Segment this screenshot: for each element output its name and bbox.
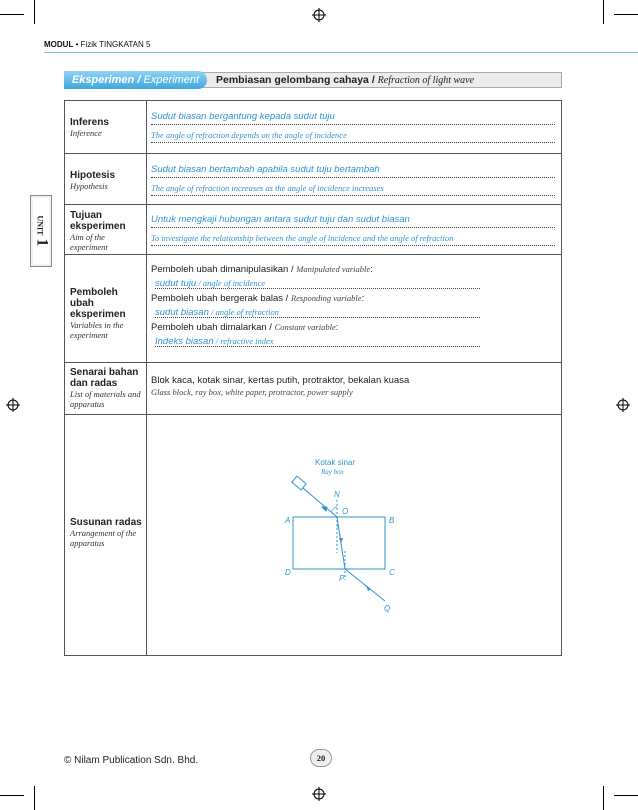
label-inferens-en: Inference <box>70 128 102 138</box>
constant-answer: Indeks biasan / refractive index <box>155 334 480 347</box>
label-inferens: Inferens <box>70 117 109 128</box>
label-raybox-en: Ray box <box>321 468 344 476</box>
refracted-ray-arrow-icon <box>339 538 343 543</box>
manipulated-answer-ms: sudut tuju <box>155 278 197 289</box>
manipulated-answer: sudut tuju / angle of incidence <box>155 276 480 289</box>
header-rule <box>44 52 638 53</box>
label-pemboleh: Pemboleh ubah eksperimen <box>70 287 126 320</box>
experiment-title-sep: / <box>368 74 378 86</box>
constant-answer-ms: Indeks biasan <box>155 336 214 347</box>
registration-mark-icon <box>616 398 630 412</box>
unit-word: UNIT <box>35 215 45 236</box>
unit-side-tab <box>30 195 52 267</box>
crop-mark <box>614 795 638 796</box>
header-subject: Fizik TINGKATAN 5 <box>80 40 151 49</box>
materials-ms: Blok kaca, kotak sinar, kertas putih, protraktor, bekalan kuasa <box>151 375 410 386</box>
answer-tujuan-ms: Untuk mengkaji hubungan antara sudut tuju dan sudut biasan <box>151 213 555 228</box>
responding-ms: Pemboleh ubah bergerak balas <box>151 293 284 304</box>
running-header <box>44 40 150 49</box>
experiment-tab-ms: Eksperimen <box>71 74 135 86</box>
experiment-tab-sep: / <box>134 74 144 86</box>
responding-answer: sudut biasan / angle of refraction <box>155 305 480 318</box>
label-senarai-en: List of materials and apparatus <box>70 389 141 409</box>
label-C: C <box>389 568 395 577</box>
label-hipotesis: Hipotesis <box>70 170 116 181</box>
row-inferens <box>65 101 561 154</box>
responding-answer-ms: sudut biasan <box>155 307 209 318</box>
label-N: N <box>334 490 340 499</box>
registration-mark-icon <box>6 398 20 412</box>
page-number: 20 <box>310 749 332 767</box>
experiment-tab-en: Experiment <box>143 74 200 86</box>
manipulated-variable-line: Pemboleh ubah dimanipulasikan / Manipulated variable: <box>151 264 373 275</box>
crop-mark <box>614 14 638 15</box>
incident-ray <box>303 488 337 517</box>
responding-answer-en: angle of refraction <box>215 307 279 317</box>
emergent-ray <box>345 569 385 601</box>
crop-mark <box>34 786 35 810</box>
experiment-title-en: Refraction of light wave <box>377 75 475 86</box>
registration-mark-icon <box>312 8 326 22</box>
row-susunan-radas <box>65 415 561 655</box>
row-tujuan <box>65 205 561 255</box>
refraction-diagram <box>265 455 415 615</box>
manipulated-ms: Pemboleh ubah dimanipulasikan <box>151 264 289 275</box>
experiment-title <box>216 74 474 86</box>
glass-block <box>293 517 385 569</box>
label-A: A <box>285 516 291 525</box>
experiment-tab <box>64 71 207 89</box>
manipulated-en: Manipulated variable <box>296 264 371 274</box>
label-D: D <box>285 568 291 577</box>
label-tujuan-en: Aim of the experiment <box>70 232 108 252</box>
label-tujuan: Tujuan eksperimen <box>70 210 126 232</box>
label-hipotesis-en: Hypothesis <box>70 181 108 191</box>
label-raybox-ms: Kotak sinar <box>315 458 356 467</box>
label-B: B <box>389 516 395 525</box>
constant-answer-en: refractive index <box>220 336 274 346</box>
header-modul: MODUL <box>44 40 74 49</box>
incident-ray-arrow-icon <box>322 507 327 511</box>
experiment-title-ms: Pembiasan gelombang cahaya <box>216 74 369 86</box>
responding-en: Responding variable <box>290 293 362 303</box>
copyright: © Nilam Publication Sdn. Bhd. <box>64 755 199 766</box>
header-bullet: • <box>75 40 79 49</box>
row-senarai-bahan <box>65 363 561 415</box>
experiment-table <box>64 100 562 656</box>
crop-mark <box>603 786 604 810</box>
label-susunan: Susunan radas <box>70 517 142 528</box>
row-hipotesis <box>65 154 561 205</box>
label-O: O <box>342 507 349 516</box>
label-P: P <box>339 574 345 583</box>
constant-ms: Pemboleh ubah dimalarkan <box>151 322 267 333</box>
answer-hipotesis-ms: Sudut biasan bertambah apabila sudut tuju bertambah <box>151 163 555 178</box>
crop-mark <box>0 14 24 15</box>
crop-mark <box>603 0 604 24</box>
label-Q: Q <box>384 604 391 613</box>
answer-inferens-ms: Sudut biasan bergantung kepada sudut tuju <box>151 110 555 125</box>
answer-hipotesis-en: The angle of refraction increases as the angle of incidence increases <box>151 181 555 196</box>
label-senarai: Senarai bahan dan radas <box>70 367 139 389</box>
constant-variable-line: Pemboleh ubah dimalarkan / Constant variable: <box>151 322 339 333</box>
crop-mark <box>34 0 35 24</box>
unit-number: 1 <box>33 238 51 247</box>
ray-box-icon <box>292 476 306 490</box>
row-pemboleh-ubah <box>65 255 561 363</box>
registration-mark-icon <box>312 787 326 801</box>
answer-inferens-en: The angle of refraction depends on the angle of incidence <box>151 128 555 143</box>
manipulated-answer-en: angle of incidence <box>202 278 266 288</box>
label-pemboleh-en: Variables in the experiment <box>70 320 124 340</box>
emergent-ray-arrow-icon <box>366 585 371 591</box>
constant-en: Constant variable <box>274 322 336 332</box>
materials-en: Glass block, ray box, white paper, protractor, power supply <box>151 387 353 397</box>
answer-tujuan-en: To investigate the relationship between the angle of incidence and the angle of refraction <box>151 231 555 246</box>
responding-variable-line: Pemboleh ubah bergerak balas / Responding variable: <box>151 293 365 304</box>
crop-mark <box>0 795 24 796</box>
label-susunan-en: Arrangement of the apparatus <box>70 528 137 548</box>
